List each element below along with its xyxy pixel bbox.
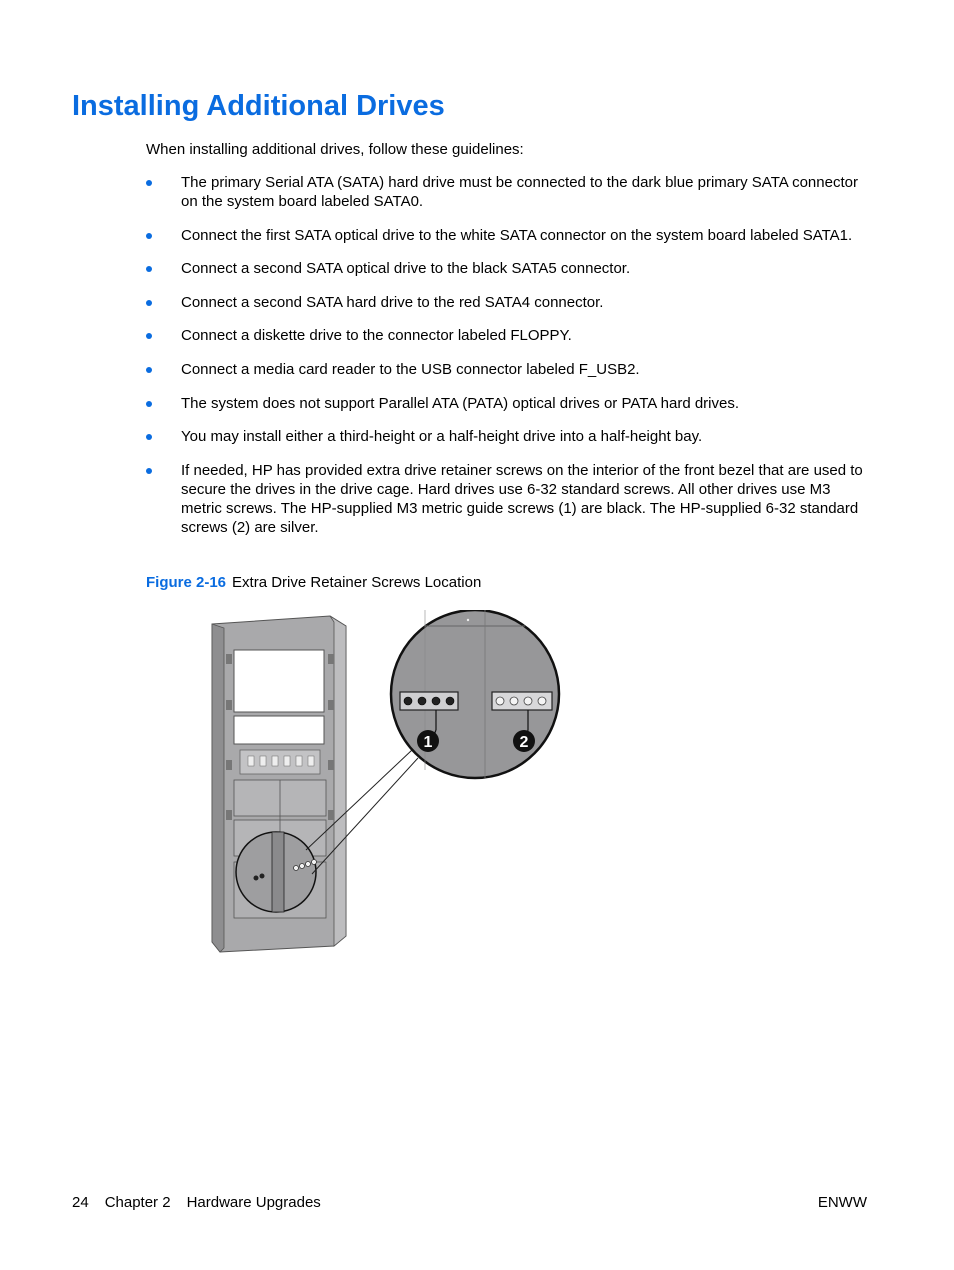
- list-item-text: Connect a second SATA hard drive to the red SATA4 connector.: [181, 293, 604, 311]
- list-item: [146, 427, 870, 446]
- page-title: Installing Additional Drives: [72, 90, 445, 122]
- bullet-icon: [146, 300, 152, 306]
- footer-chapter: Chapter 2: [104, 1194, 171, 1211]
- footer-right: ENWW: [817, 1194, 867, 1211]
- list-item-text: Connect a second SATA optical drive to the black SATA5 connector.: [181, 260, 631, 278]
- callout-2: [513, 730, 535, 752]
- figure-caption: [146, 573, 481, 592]
- figure-label: Figure 2-16: [146, 574, 227, 591]
- bullet-icon: [146, 434, 152, 440]
- list-item-text: Connect the first SATA optical drive to the white SATA connector on the system board labeled SATA1.: [181, 226, 853, 244]
- callout-1-label: 1: [423, 734, 433, 751]
- list-item: [146, 293, 870, 312]
- footer-left: [72, 1194, 337, 1211]
- list-item: [146, 326, 870, 345]
- bullet-icon: [146, 233, 152, 239]
- list-item-text: Connect a diskette drive to the connector labeled FLOPPY.: [181, 327, 572, 345]
- list-item: [146, 461, 870, 537]
- guidelines-list: [146, 173, 870, 551]
- callout-1: [417, 730, 439, 752]
- bullet-icon: [146, 401, 152, 407]
- page-number: 24: [72, 1194, 89, 1211]
- figure-caption-text: Extra Drive Retainer Screws Location: [232, 574, 482, 591]
- list-item-text: You may install either a third-height or a half-height drive into a half-height bay.: [181, 428, 703, 446]
- list-item-text: Connect a media card reader to the USB connector labeled F_USB2.: [181, 360, 640, 378]
- bullet-icon: [146, 266, 152, 272]
- bullet-icon: [146, 333, 152, 339]
- bullet-icon: [146, 468, 152, 474]
- list-item: [146, 226, 870, 245]
- list-item-text: If needed, HP has provided extra drive retainer screws on the interior of the front bezel that are used to secure the drives in the drive cage. Hard drives use 6-32 standard screws. All other drives use M3 metric screws. The HP-supplied M3 metric guide screws (1) are black. The HP-supplied 6-32 standard screws (2) are silver.: [181, 461, 863, 536]
- small-magnifier: [236, 832, 317, 912]
- callout-2-label: 2: [519, 734, 529, 751]
- footer-chapter-title: Hardware Upgrades: [186, 1194, 321, 1211]
- list-item: [146, 173, 870, 211]
- list-item: [146, 259, 870, 278]
- list-item-text: The system does not support Parallel ATA (PATA) optical drives or PATA hard drives.: [181, 394, 740, 412]
- large-magnifier: [391, 610, 559, 778]
- front-bezel-illustration: [200, 610, 570, 960]
- list-item: [146, 360, 870, 379]
- intro-text: When installing additional drives, follow these guidelines:: [146, 141, 524, 158]
- bullet-icon: [146, 367, 152, 373]
- bullet-icon: [146, 180, 152, 186]
- list-item-text: The primary Serial ATA (SATA) hard drive must be connected to the dark blue primary SATA connector on the system board labeled SATA0.: [181, 174, 858, 210]
- list-item: [146, 394, 870, 413]
